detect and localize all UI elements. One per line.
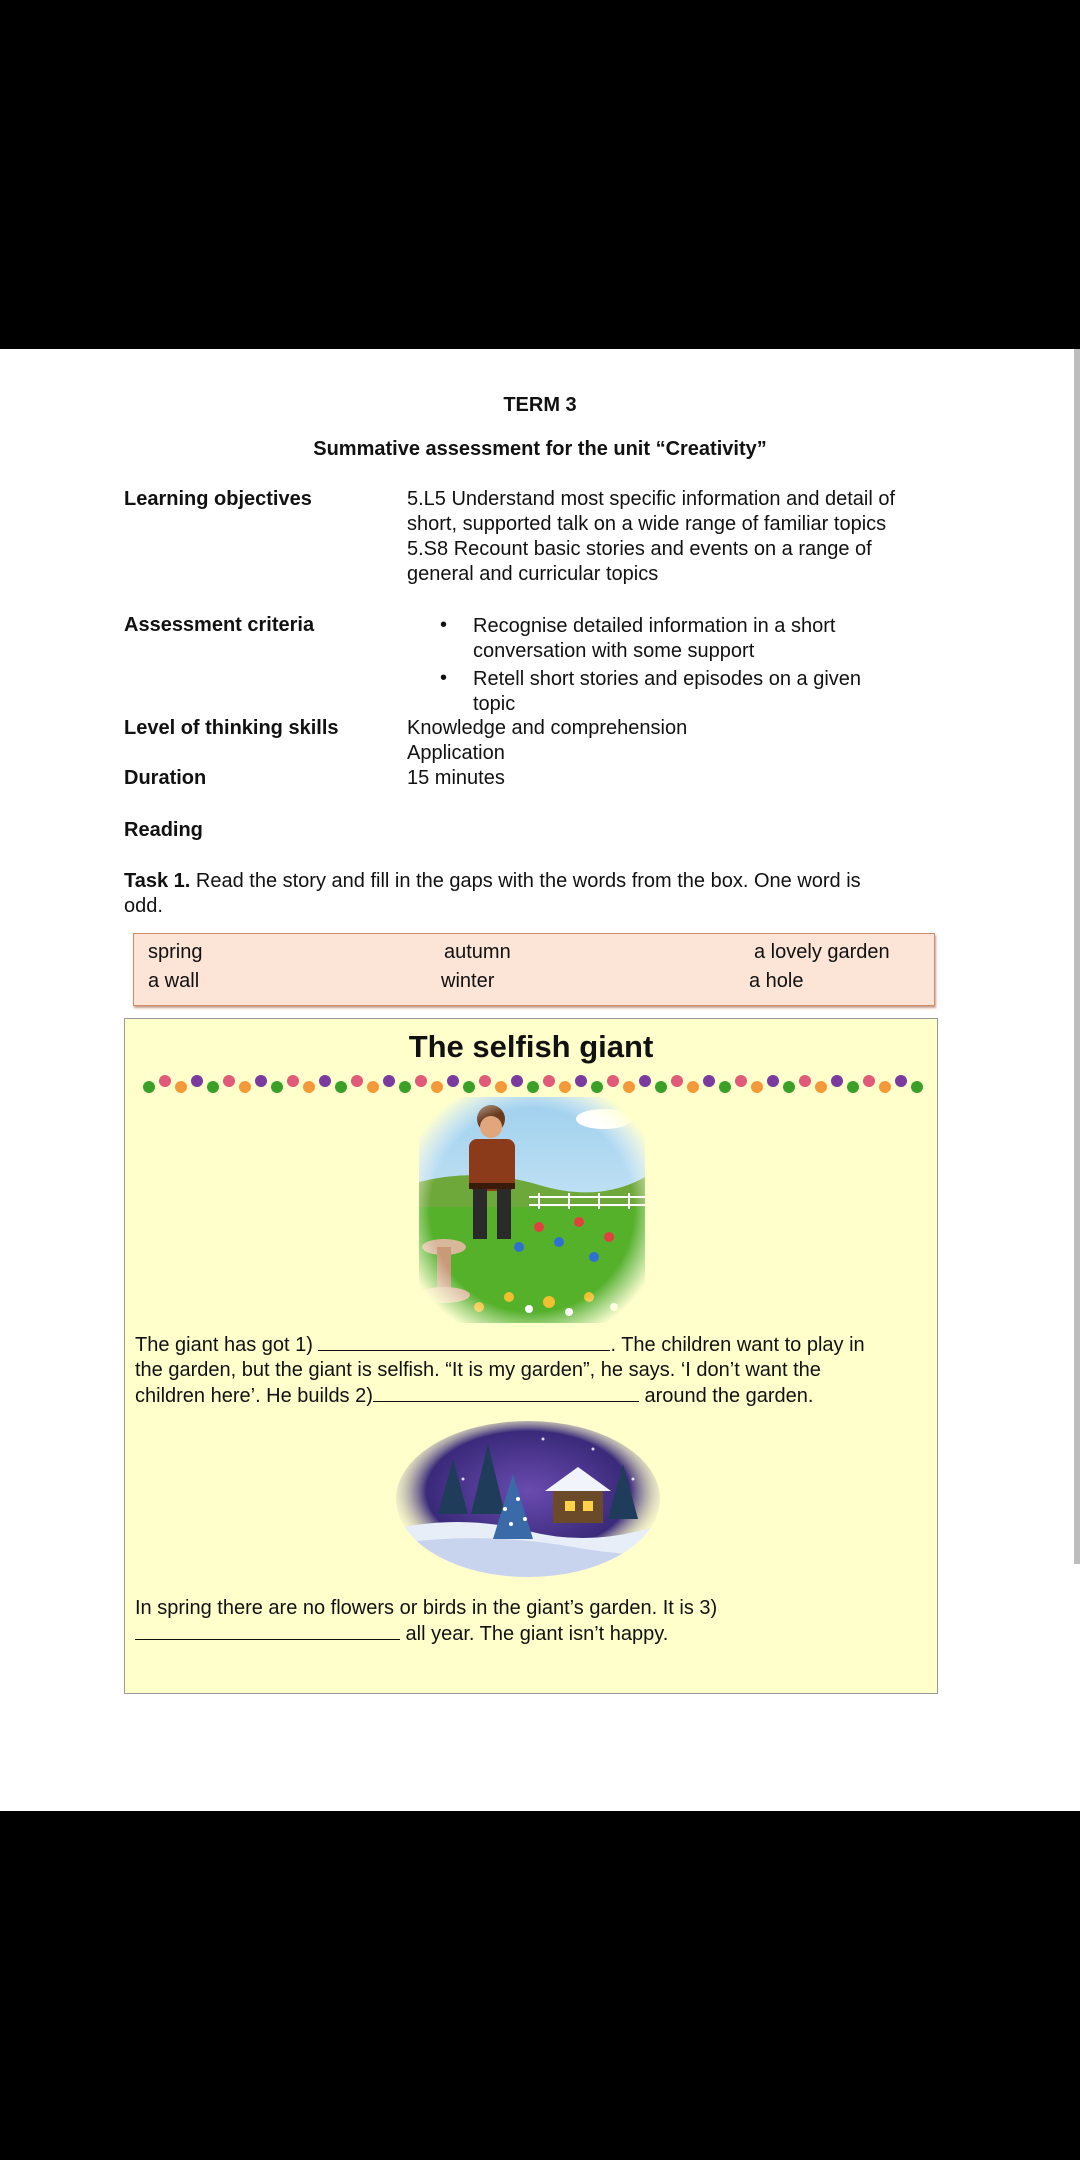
garland-flower: [783, 1081, 795, 1093]
bullet-icon: •: [440, 614, 448, 636]
garland-flower: [207, 1081, 219, 1093]
garland-flower: [239, 1081, 251, 1093]
garland-flower: [143, 1081, 155, 1093]
garland-flower: [159, 1075, 171, 1087]
objective-line: 5.L5 Understand most specific information and detail of: [407, 488, 896, 510]
criterion-item: [473, 614, 933, 664]
gap-1-blank[interactable]: [318, 1332, 610, 1351]
garland-flower: [591, 1081, 603, 1093]
word-item: a lovely garden: [754, 941, 890, 963]
garland-flower: [607, 1075, 619, 1087]
gap-2-blank[interactable]: [373, 1383, 639, 1402]
garland-flower: [399, 1081, 411, 1093]
garland-flower: [431, 1081, 443, 1093]
garland-flower: [303, 1081, 315, 1093]
task-line: odd.: [124, 895, 163, 917]
objective-line: 5.S8 Recount basic stories and events on a range of: [407, 538, 872, 560]
garland-flower: [911, 1081, 923, 1093]
garland-flower: [703, 1075, 715, 1087]
objective-line: short, supported talk on a wide range of familiar topics: [407, 513, 887, 535]
task-label: Task 1.: [124, 870, 191, 892]
criterion-item: [473, 667, 933, 717]
garland-flower: [287, 1075, 299, 1087]
assessment-criteria-label: Assessment criteria: [124, 614, 315, 636]
word-item: autumn: [444, 941, 511, 963]
task-instruction: [124, 869, 944, 919]
garland-flower: [767, 1075, 779, 1087]
criterion-line: Retell short stories and episodes on a given: [473, 668, 862, 690]
garland-flower: [447, 1075, 459, 1087]
garland-flower: [351, 1075, 363, 1087]
task-line: Read the story and fill in the gaps with the words from the box. One word is: [190, 870, 861, 892]
story-text: children here’. He builds 2): [135, 1385, 373, 1407]
garland-flower: [383, 1075, 395, 1087]
garland-flower: [527, 1081, 539, 1093]
story-title: The selfish giant: [408, 1029, 654, 1064]
garland-flower: [415, 1075, 427, 1087]
garland-flower: [463, 1081, 475, 1093]
level-line: Knowledge and comprehension: [407, 717, 688, 739]
garland-flower: [543, 1075, 555, 1087]
level-label: Level of thinking skills: [124, 717, 339, 739]
garland-flower: [367, 1081, 379, 1093]
word-item: winter: [441, 970, 495, 992]
story-panel: [124, 1018, 938, 1694]
criterion-line: conversation with some support: [473, 640, 755, 662]
word-item: a hole: [749, 970, 804, 992]
garland-flower: [815, 1081, 827, 1093]
garland-flower: [655, 1081, 667, 1093]
story-text: The giant has got 1): [135, 1334, 319, 1356]
bullet-icon: •: [440, 667, 448, 689]
garland-flower: [799, 1075, 811, 1087]
garland-flower: [735, 1075, 747, 1087]
garland-flower: [175, 1081, 187, 1093]
garland-flower: [559, 1081, 571, 1093]
garland-flower: [335, 1081, 347, 1093]
garland-flower: [863, 1075, 875, 1087]
garland-flower: [479, 1075, 491, 1087]
duration-value: 15 minutes: [407, 767, 505, 789]
document-title: Summative assessment for the unit “Creativity”: [313, 438, 767, 460]
learning-objectives-text: [407, 487, 895, 587]
garland-flower: [847, 1081, 859, 1093]
garland-flower: [639, 1075, 651, 1087]
garland-flower: [255, 1075, 267, 1087]
word-item: spring: [148, 941, 203, 963]
garland-flower: [879, 1081, 891, 1093]
learning-objectives-label: Learning objectives: [124, 488, 312, 510]
story-text: In spring there are no flowers or birds in the giant’s garden. It is 3): [135, 1597, 718, 1619]
level-line: Application: [407, 742, 505, 764]
story-text: . The children want to play in: [610, 1334, 865, 1356]
garland-flower: [319, 1075, 331, 1087]
gap-3-blank[interactable]: [135, 1621, 400, 1640]
garland-flower: [511, 1075, 523, 1087]
garland-flower: [223, 1075, 235, 1087]
criterion-line: Recognise detailed information in a short: [473, 615, 836, 637]
criterion-line: topic: [473, 693, 516, 715]
garland-flower: [751, 1081, 763, 1093]
garland-flower: [671, 1075, 683, 1087]
flower-garland-decoration: [141, 1071, 925, 1097]
garland-flower: [271, 1081, 283, 1093]
story-paragraph-1: [135, 1332, 925, 1409]
level-text: [407, 716, 687, 766]
garland-flower: [575, 1075, 587, 1087]
word-item: a wall: [148, 970, 200, 992]
story-text: around the garden.: [638, 1385, 814, 1407]
objective-line: general and curricular topics: [407, 563, 659, 585]
garland-flower: [831, 1075, 843, 1087]
story-text: all year. The giant isn’t happy.: [400, 1623, 669, 1645]
garland-flower: [623, 1081, 635, 1093]
term-heading: TERM 3: [503, 394, 577, 416]
garland-flower: [895, 1075, 907, 1087]
winter-night-illustration: [393, 1419, 663, 1579]
giant-garden-illustration: [419, 1097, 645, 1323]
garland-flower: [687, 1081, 699, 1093]
garland-flower: [191, 1075, 203, 1087]
reading-heading: Reading: [124, 819, 203, 841]
duration-label: Duration: [124, 767, 207, 789]
garland-flower: [495, 1081, 507, 1093]
scrollbar[interactable]: [1074, 349, 1080, 1564]
garland-flower: [719, 1081, 731, 1093]
word-box: [133, 933, 935, 1006]
story-paragraph-2: [135, 1596, 925, 1647]
story-text: the garden, but the giant is selfish. “It is my garden”, he says. ‘I don’t want the: [135, 1359, 821, 1381]
